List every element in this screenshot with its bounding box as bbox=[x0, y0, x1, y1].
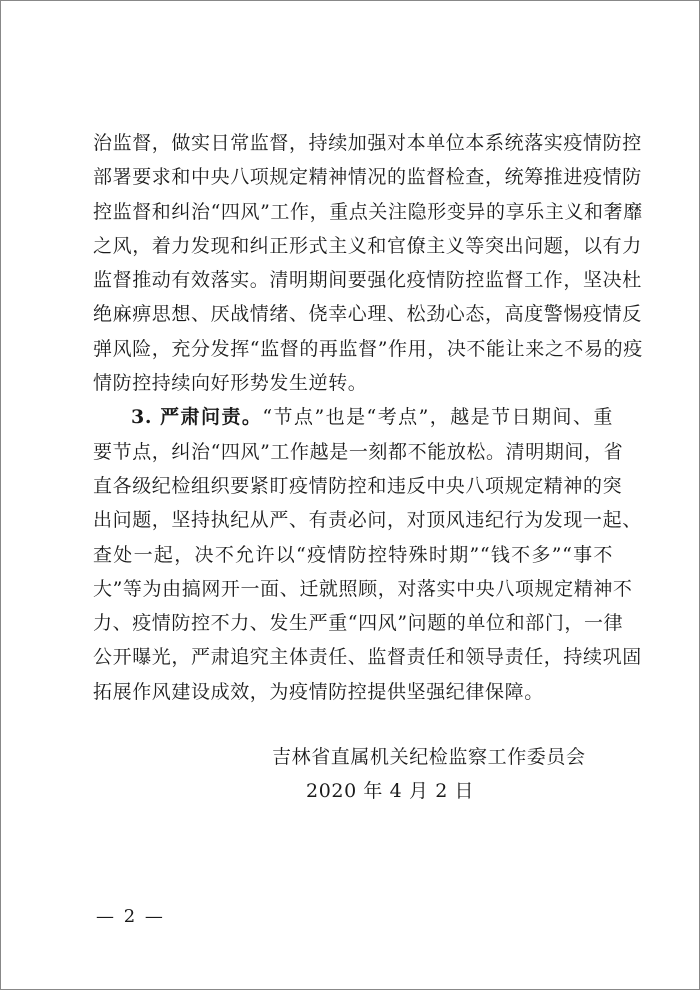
body-line: 之风，着力发现和纠正形式主义和官僚主义等突出问题，以有力 bbox=[93, 234, 642, 257]
signature-organization: 吉林省直属机关纪检监察工作委员会 bbox=[272, 746, 586, 768]
section-first-line-text: “节点”也是“考点”，越是节日期间、重 bbox=[262, 406, 613, 429]
body-line: 控监督和纠治“四风”工作，重点关注隐形变异的享乐主义和奢靡 bbox=[93, 200, 643, 223]
section-first-line bbox=[93, 400, 613, 434]
body-line: 情防控持续向好形势发生逆转。 bbox=[93, 372, 368, 395]
body-line: 要节点，纠治“四风”工作越是一刻都不能放松。清明期间，省 bbox=[93, 440, 624, 463]
signature-date: 2020 年 4 月 2 日 bbox=[306, 780, 475, 802]
body-line: 力、疫情防控不力、发生严重“四风”问题的单位和部门，一律 bbox=[93, 612, 624, 635]
document-body bbox=[93, 126, 643, 709]
section-heading: 3. 严肃问责。 bbox=[131, 406, 263, 429]
body-line: 出问题，坚持执纪从严、有责必问，对顶风违纪行为发现一起、 bbox=[93, 509, 642, 532]
body-line: 弹风险，充分发挥“监督的再监督”作用，决不能让来之不易的疫 bbox=[93, 337, 643, 360]
body-line: 绝麻痹思想、厌战情绪、侥幸心理、松劲心态，高度警惕疫情反 bbox=[93, 303, 642, 326]
body-line: 大”等为由搞网开一面、迁就照顾，对落实中央八项规定精神不 bbox=[93, 577, 633, 600]
body-line: 查处一起，决不允许以“疫情防控特殊时期”“钱不多”“事不 bbox=[93, 543, 613, 566]
body-line: 部署要求和中央八项规定精神情况的监督检查，统筹推进疫情防 bbox=[93, 166, 642, 189]
body-line: 监督推动有效落实。清明期间要强化疫情防控监督工作，坚决杜 bbox=[93, 269, 642, 292]
body-line: 治监督，做实日常监督，持续加强对本单位本系统落实疫情防控 bbox=[93, 132, 642, 154]
body-line: 直各级纪检组织要紧盯疫情防控和违反中央八项规定精神的突 bbox=[93, 474, 623, 497]
page-number: — 2 — bbox=[96, 906, 165, 927]
body-line: 拓展作风建设成效，为疫情防控提供坚强纪律保障。 bbox=[93, 680, 544, 703]
body-line: 公开曝光，严肃追究主体责任、监督责任和领导责任，持续巩固 bbox=[93, 646, 642, 669]
